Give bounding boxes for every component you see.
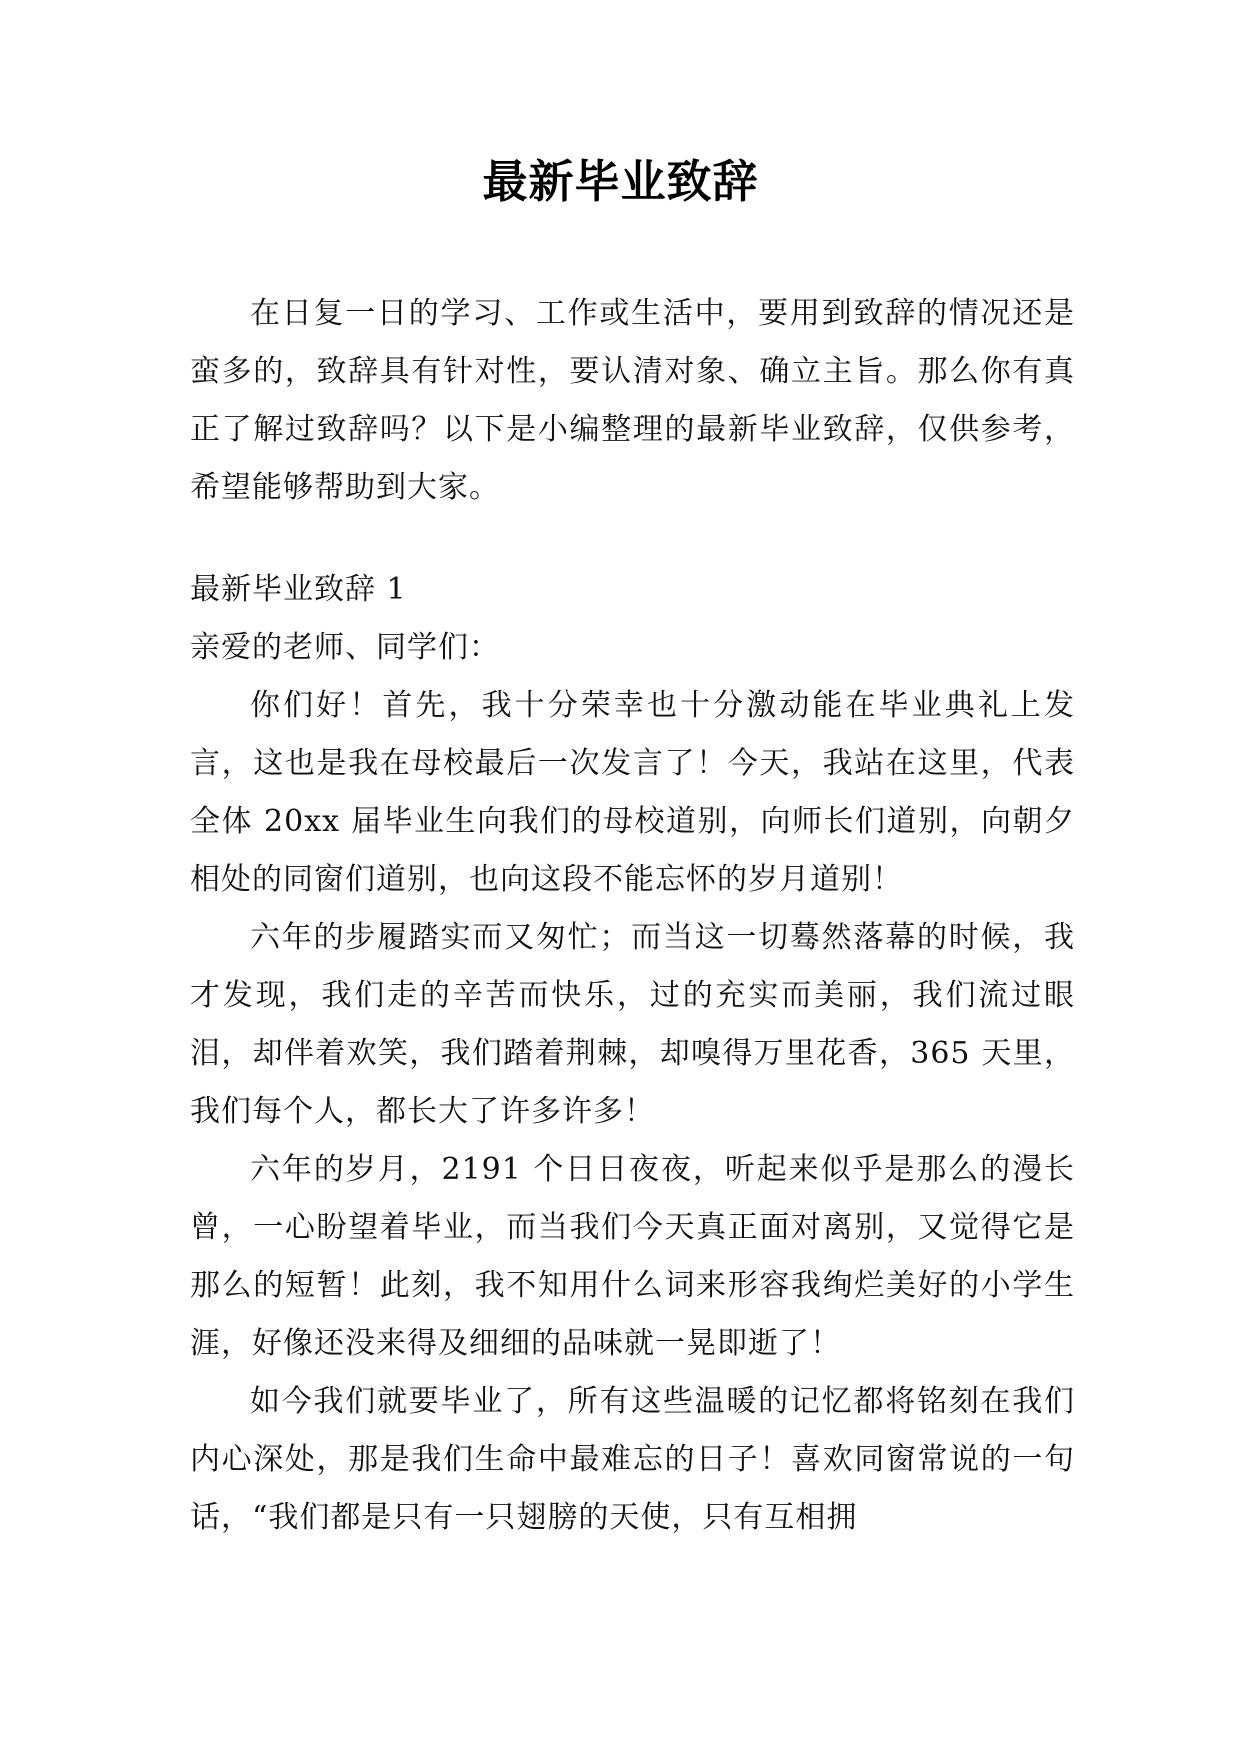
body-paragraph: 如今我们就要毕业了，所有这些温暖的记忆都将铭刻在我们内心深处，那是我们生命中最难忘的日子！喜欢同窗常说的一句话，“我们都是只有一只翅膀的天使，只有互相拥: [190, 1384, 1075, 1535]
body-paragraph: 你们好！首先，我十分荣幸也十分激动能在毕业典礼上发言，这也是我在母校最后一次发言了！今天，我站在这里，代表全体 20xx 届毕业生向我们的母校道别，向师长们道别，向朝夕相处的同窗们道别，也向这段不能忘怀的岁月道别！: [190, 688, 1075, 897]
body-paragraph: 六年的步履踏实而又匆忙；而当这一切蓦然落幕的时候，我才发现，我们走的辛苦而快乐，过的充实而美丽，我们流过眼泪，却伴着欢笑，我们踏着荆棘，却嗅得万里花香，365 天里，我们每个人，都长大了许多许多！: [190, 920, 1075, 1129]
section-heading: 最新毕业致辞 1: [190, 572, 407, 607]
intro-paragraph: 在日复一日的学习、工作或生活中，要用到致辞的情况还是蛮多的，致辞具有针对性，要认清对象、确立主旨。那么你有真正了解过致辞吗？以下是小编整理的最新毕业致辞，仅供参考，希望能够帮助到大家。: [190, 296, 1075, 505]
document-title: 最新毕业致辞: [482, 155, 759, 208]
salutation: 亲爱的老师、同学们：: [190, 630, 500, 665]
document-body: [190, 285, 1075, 1547]
body-paragraph: 六年的岁月，2191 个日日夜夜，听起来似乎是那么的漫长曾，一心盼望着毕业，而当我们今天真正面对离别，又觉得它是那么的短暂！此刻，我不知用什么词来形容我绚烂美好的小学生涯，好像还没来得及细细的品味就一晃即逝了！: [190, 1152, 1075, 1361]
